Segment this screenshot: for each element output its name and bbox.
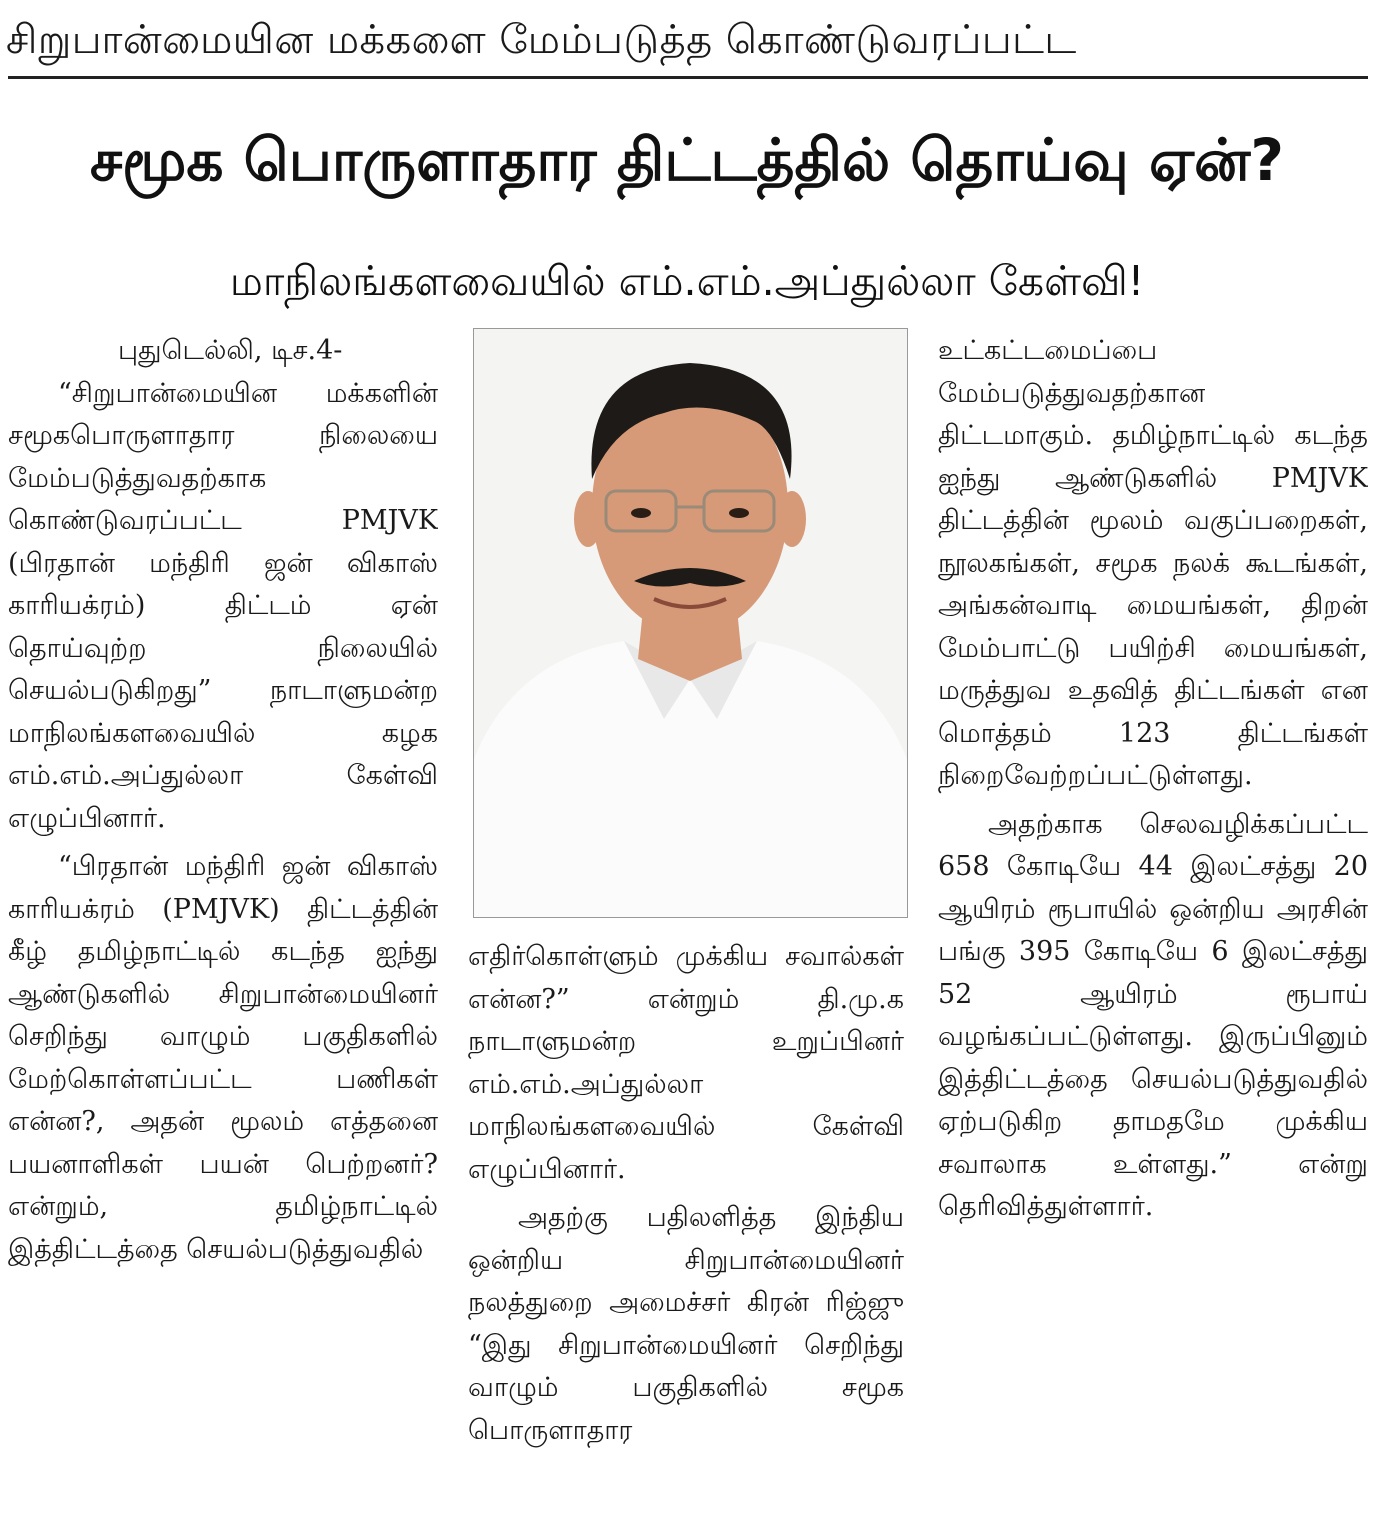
portrait-photo-icon [474,329,907,917]
paragraph-6: அதற்காக செலவழிக்கப்பட்ட 658 கோடியே 44 இலட்சத்து 20 ஆயிரம் ரூபாயில் ஒன்றிய அரசின் பங்கு 395 கோடியே 6 இலட்சத்து 52 ஆயிரம் ரூபாய் வழங்கப்பட்டுள்ளது. இருப்பினும் இத்திட்டத்தை செயல்படுத்துவதில் ஏற்படுகிற தாமதமே முக்கிய சவாலாக உள்ளது.” என்று தெரிவித்துள்ளார். [938,808,1368,1222]
portrait-photo [473,328,908,918]
paragraph-4: அதற்கு பதிலளித்த இந்திய ஒன்றிய சிறுபான்மையினர் நலத்துறை அமைச்சர் கிரன் ரிஜ்ஜு “இது சிறுபான்மையினர் செறிந்து வாழும் பகுதிகளில் சமூக பொருளாதார [468,1202,904,1446]
kicker-divider [8,76,1368,79]
paragraph-1: “சிறுபான்மையின மக்களின் சமூகபொருளாதார நிலையை மேம்படுத்துவதற்காக கொண்டுவரப்பட்ட PMJVK (பிரதான் மந்திரி ஜன் விகாஸ் காரியக்ரம்) திட்டம் ஏன் தொய்வுற்ற நிலையில் செயல்படுகிறது” நாடாளுமன்ற மாநிலங்களவையில் கழக எம்.எம்.அப்துல்லா கேள்வி எழுப்பினார். [8,377,438,834]
article-column-2 [468,936,904,1518]
paragraph-2: “பிரதான் மந்திரி ஜன் விகாஸ் காரியக்ரம் (PMJVK) திட்டத்தின் கீழ் தமிழ்நாட்டில் கடந்த ஐந்து ஆண்டுகளில் சிறுபான்மையினர் செறிந்து வாழும் பகுதிகளில் மேற்கொள்ளப்பட்ட பணிகள் என்ன?, அதன் மூலம் எத்தனை பயனாளிகள் பயன் பெற்றனர்? என்றும், தமிழ்நாட்டில் இத்திட்டத்தை செயல்படுத்துவதில் [8,851,438,1265]
article-column-3 [938,330,1368,1518]
article-column-1 [8,330,438,1518]
main-headline: சமூக பொருளாதார திட்டத்தில் தொய்வு ஏன்? [89,126,1285,194]
paragraph-3: எதிர்கொள்ளும் முக்கிய சவால்கள் என்ன?” என்றும் தி.மு.க நாடாளுமன்ற உறுப்பினர் எம்.எம்.அப்துல்லா மாநிலங்களவையில் கேள்வி எழுப்பினார். [468,941,904,1185]
sub-headline: மாநிலங்களவையில் எம்.எம்.அப்துல்லா கேள்வி! [229,257,1145,305]
dateline: புதுடெல்லி, டிச.4- [118,335,343,366]
paragraph-5: உட்கட்டமைப்பை மேம்படுத்துவதற்கான திட்டமாகும். தமிழ்நாட்டில் கடந்த ஐந்து ஆண்டுகளில் PMJVK திட்டத்தின் மூலம் வகுப்பறைகள், நூலகங்கள், சமூக நலக் கூடங்கள், அங்கன்வாடி மையங்கள், திறன் மேம்பாட்டு பயிற்சி மையங்கள், மருத்துவ உதவித் திட்டங்கள் என மொத்தம் 123 திட்டங்கள் நிறைவேற்றப்பட்டுள்ளது. [938,335,1368,791]
kicker-headline: சிறுபான்மையின மக்களை மேம்படுத்த கொண்டுவரப்பட்ட [6,17,1077,63]
